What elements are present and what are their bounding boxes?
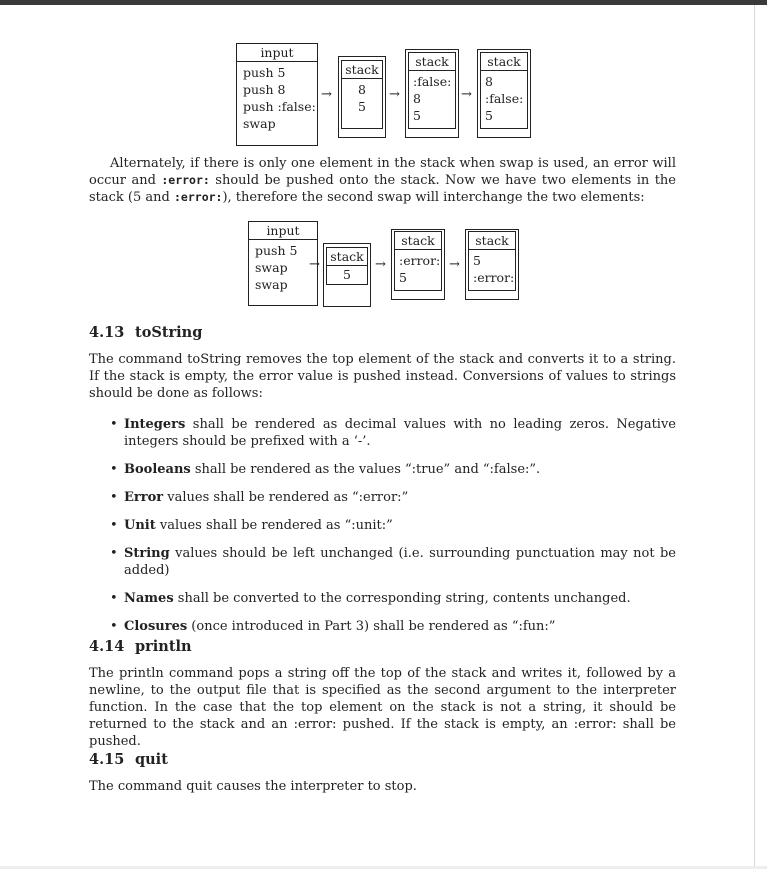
section-title: toString — [135, 324, 203, 341]
bullet-text: values shall be rendered as “:unit:” — [155, 518, 393, 533]
arrow-icon: → — [449, 257, 460, 272]
bullet-icon: • — [110, 462, 118, 477]
bullet-icon: • — [110, 417, 118, 432]
stack-box — [326, 247, 368, 285]
input-line: swap — [243, 116, 276, 131]
list-item — [110, 489, 676, 506]
section-number: 4.15 — [89, 751, 125, 768]
bullet-text: (once introduced in Part 3) shall be rendered as “:fun:” — [187, 619, 556, 634]
conversion-list — [110, 416, 676, 646]
bullet-text: values should be left unchanged (i.e. surrounding punctuation may not be added) — [124, 546, 676, 578]
input-line: push 8 — [243, 82, 286, 97]
bullet-icon: • — [110, 490, 118, 505]
stack-box — [341, 60, 383, 129]
bullet-text: values shall be rendered as “:error:” — [163, 490, 409, 505]
println-description: The println command pops a string off the top of the stack and writes it, followed by a newline, to the output file that is specified as the second argument to the interpreter function. In the case that the top element on the stack is not a string, it should be returned to the stack and an :error: pushed. If the stack is empty, an :error: shall be pushed. — [89, 666, 676, 749]
section-title: quit — [135, 751, 168, 768]
stack-value: 5 — [413, 108, 421, 123]
section-heading-4-13 — [89, 324, 202, 341]
stack-header: stack — [342, 61, 382, 79]
stack-value: :error: — [399, 253, 441, 268]
section-title: println — [135, 638, 192, 655]
stack-value: :error: — [473, 270, 515, 285]
stack-header: stack — [395, 232, 441, 250]
bullet-term: Integers — [124, 417, 186, 432]
bullet-icon: • — [110, 546, 118, 561]
arrow-icon: → — [375, 257, 386, 272]
error-code: :error: — [161, 173, 210, 187]
bullet-icon: • — [110, 619, 118, 634]
input-header: input — [249, 222, 317, 240]
stack-box — [394, 231, 442, 291]
bullet-term: String — [124, 546, 170, 561]
window-top-bar — [0, 0, 767, 5]
arrow-icon: → — [389, 87, 400, 102]
input-line: push 5 — [255, 243, 298, 258]
stack-value: 8 — [485, 74, 493, 89]
bullet-text: shall be rendered as decimal values with no leading zeros. Negative integers should be prefixed with a ‘-’. — [124, 417, 676, 449]
input-header: input — [237, 44, 317, 62]
input-line: push :false: — [243, 99, 316, 114]
list-item — [110, 517, 676, 534]
section-number: 4.13 — [89, 324, 125, 341]
page-edge — [754, 5, 755, 869]
list-item — [110, 590, 676, 607]
stack-value: 5 — [358, 99, 366, 114]
tostring-intro: The command toString removes the top element of the stack and converts it to a string. If the stack is empty, the error value is pushed instead. Conversions of values to strings should be done as follows: — [89, 352, 676, 401]
stack-header: stack — [327, 248, 367, 266]
alternate-paragraph: Alternately, if there is only one element in the stack when swap is used, an error will occur and :error: should be pushed onto the stack. Now we have two elements in the stack (5 and :error:), therefore the second swap will interchange the two elements: — [89, 156, 676, 205]
stack-value: 5 — [485, 108, 493, 123]
bullet-icon: • — [110, 518, 118, 533]
input-box — [248, 221, 318, 306]
bullet-term: Names — [124, 591, 174, 606]
stack-value: 8 — [358, 82, 366, 97]
stack-box — [468, 231, 516, 291]
bullet-text: shall be rendered as the values “:true” and “:false:”. — [190, 462, 541, 477]
stack-value: 5 — [473, 253, 481, 268]
bullet-term: Closures — [124, 619, 188, 634]
section-heading-4-14 — [89, 638, 192, 655]
stack-header: stack — [481, 53, 527, 71]
list-item — [110, 416, 676, 450]
input-box — [236, 43, 318, 146]
bullet-term: Error — [124, 490, 164, 505]
list-item — [110, 618, 676, 635]
section-number: 4.14 — [89, 638, 125, 655]
stack-box — [480, 52, 528, 129]
arrow-icon: → — [461, 87, 472, 102]
quit-description: The command quit causes the interpreter to stop. — [89, 779, 417, 794]
input-line: push 5 — [243, 65, 286, 80]
arrow-icon: → — [321, 87, 332, 102]
bullet-text: shall be converted to the corresponding string, contents unchanged. — [173, 591, 631, 606]
bullet-term: Unit — [124, 518, 156, 533]
bullet-term: Booleans — [124, 462, 191, 477]
list-item — [110, 461, 676, 478]
stack-value: 8 — [413, 91, 421, 106]
bullet-icon: • — [110, 591, 118, 606]
error-code: :error: — [174, 190, 223, 204]
stack-value: 5 — [343, 267, 351, 282]
stack-box — [408, 52, 456, 129]
stack-value: 5 — [399, 270, 407, 285]
input-line: swap — [255, 277, 288, 292]
stack-value: :false: — [413, 74, 452, 89]
arrow-icon: → — [309, 257, 320, 272]
stack-value: :false: — [485, 91, 524, 106]
input-lines — [237, 62, 317, 134]
stack-header: stack — [469, 232, 515, 250]
section-heading-4-15 — [89, 751, 168, 768]
list-item — [110, 545, 676, 579]
input-line: swap — [255, 260, 288, 275]
stack-header: stack — [409, 53, 455, 71]
